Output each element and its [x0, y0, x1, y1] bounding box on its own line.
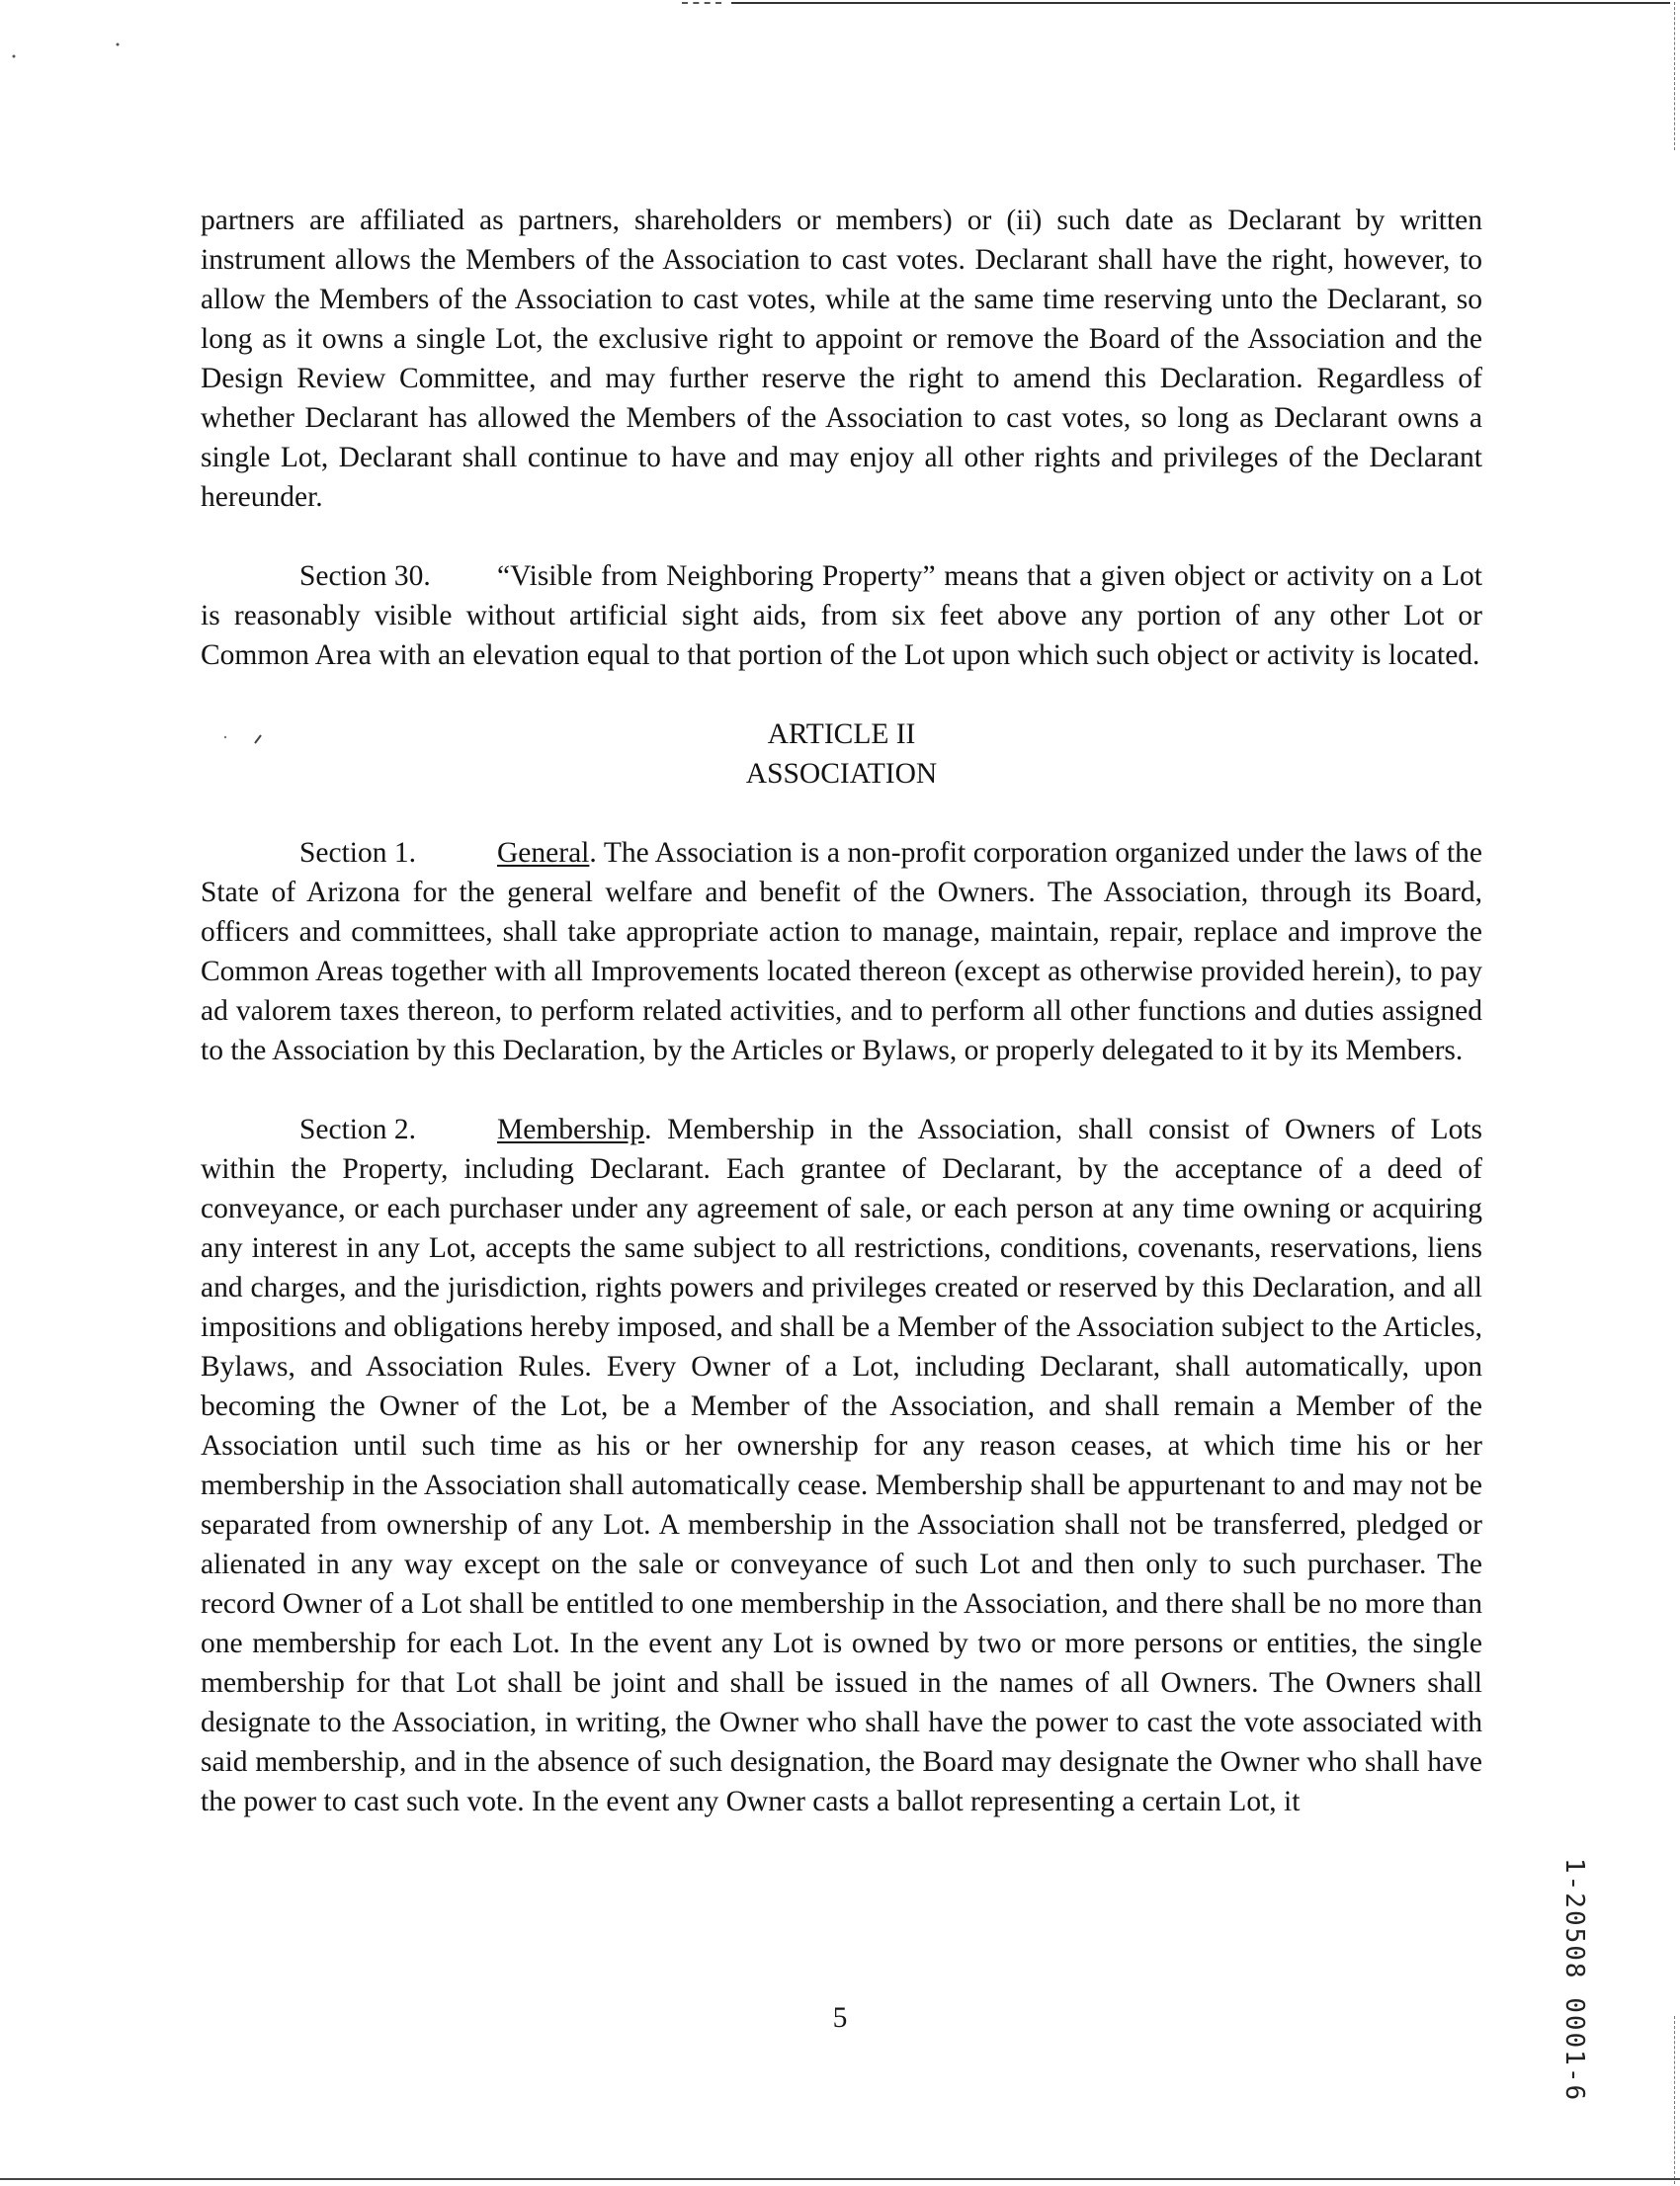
section-2-title: Membership	[497, 1114, 645, 1145]
side-recording-stamp: 1-20508 0001-6	[1559, 1858, 1589, 2103]
section-1-text: The Association is a non-profit corporation organized under the laws of the State of Arizona for the general welfare and benefit of the Owners. The Association, through its Board, officers and committees, shall take appropriate action to manage, maintain, repair, replace and improve the Common Areas together with all Improvements located thereon (except as otherwise provided herein), to pay ad valorem taxes thereon, to perform related activities, and to perform all other functions and duties assigned to the Association by this Declaration, by the Articles or Bylaws, or properly delegated to it by its Members.	[201, 837, 1483, 1066]
section-2-text: Membership in the Association, shall consist of Owners of Lots within the Property, including Declarant. Each grantee of Declarant, by the acceptance of a deed of conveyance, or each purchaser under any agreement of sale, or each person at any time owning or acquiring any interest in any Lot, accepts the same subject to all restrictions, conditions, covenants, reservations, liens and charges, and the jurisdiction, rights powers and privileges created or reserved by this Declaration, and all impositions and obligations hereby imposed, and shall be a Member of the Association subject to the Articles, Bylaws, and Association Rules. Every Owner of a Lot, including Declarant, shall automatically, upon becoming the Owner of the Lot, be a Member of the Association, and shall remain a Member of the Association until such time as his or her ownership for any reason ceases, at which time his or her membership in the Association shall automatically cease. Membership shall be appurtenant to and may not be separated from ownership of any Lot. A membership in the Association shall not be transferred, pledged or alienated in any way except on the sale or conveyance of such Lot and then only to such purchaser. The record Owner of a Lot shall be entitled to one membership in the Association, and there shall be no more than one membership for each Lot. In the event any Lot is owned by two or more persons or entities, the single membership for that Lot shall be joint and shall be issued in the names of all Owners. The Owners shall designate to the Association, in writing, the Owner who shall have the power to cast the vote associated with said membership, and in the absence of such designation, the Board may designate the Owner who shall have the power to cast such vote. In the event any Owner casts a ballot representing a certain Lot, it	[201, 1114, 1482, 1817]
section-2-paragraph: Section 2. Membership. Membership in the Association, shall consist of Owners of Lots within the Property, including Declarant. Each grantee of Declarant, by the acceptance of a deed of conveyance, or each purchaser under any agreement of sale, or each person at any time owning or acquiring any interest in any Lot, accepts the same subject to all restrictions, conditions, covenants, reservations, liens and charges, and the jurisdiction, rights powers and privileges created or reserved by this Declaration, and all impositions and obligations hereby imposed, and shall be a Member of the Association subject to the Articles, Bylaws, and Association Rules. Every Owner of a Lot, including Declarant, shall automatically, upon becoming the Owner of the Lot, be a Member of the Association, and shall remain a Member of the Association until such time as his or her ownership for any reason ceases, at which time his or her membership in the Association shall automatically cease. Membership shall be appurtenant to and may not be separated from ownership of any Lot. A membership in the Association shall not be transferred, pledged or alienated in any way except on the sale or conveyance of such Lot and then only to such purchaser. The record Owner of a Lot shall be entitled to one membership in the Association, and there shall be no more than one membership for each Lot. In the event any Lot is owned by two or more persons or entities, the single membership for that Lot shall be joint and shall be issued in the names of all Owners. The Owners shall designate to the Association, in writing, the Owner who shall have the power to cast the vote associated with said membership, and in the absence of such designation, the Board may designate the Owner who shall have the power to cast such vote. In the event any Owner casts a ballot representing a certain Lot, it	[201, 1110, 1482, 1821]
article-number: ARTICLE II	[767, 718, 916, 750]
section-1-label: Section 1.	[299, 837, 416, 869]
section-30-paragraph	[201, 556, 1482, 675]
article-heading	[201, 715, 1482, 794]
article-title: ASSOCIATION	[745, 758, 938, 790]
continuation-paragraph: partners are affiliated as partners, shareholders or members) or (ii) such date as Declarant by written instrument allows the Members of the Association to cast votes. Declarant shall have the right, however, to allow the Members of the Association to cast votes, while at the same time reserving unto the Declarant, so long as it owns a single Lot, the exclusive right to appoint or remove the Board of the Association and the Design Review Committee, and may further reserve the right to amend this Declaration. Regardless of whether Declarant has allowed the Members of the Association to cast votes, so long as Declarant owns a single Lot, Declarant shall continue to have and may enjoy all other rights and privileges of the Declarant hereunder.	[201, 205, 1482, 513]
section-30-label: Section 30.	[299, 560, 431, 592]
page-number: 5	[832, 2002, 848, 2034]
section-30-text: “Visible from Neighboring Property” means that a given object or activity on a Lot is reasonably visible without artificial sight aids, from six feet above any portion of any other Lot or Common Area with an elevation equal to that portion of the Lot upon which such object or activity is located.	[201, 560, 1482, 671]
section-1-title: General	[497, 837, 590, 869]
section-2-label: Section 2.	[299, 1114, 416, 1145]
section-1-paragraph: Section 1. General. The Association is a non-profit corporation organized under the laws of the State of Arizona for the general welfare and benefit of the Owners. The Association, through its Board, officers and committees, shall take appropriate action to manage, maintain, repair, replace and improve the Common Areas together with all Improvements located thereon (except as otherwise provided herein), to pay ad valorem taxes thereon, to perform related activities, and to perform all other functions and duties assigned to the Association by this Declaration, by the Articles or Bylaws, or properly delegated to it by its Members.	[201, 833, 1482, 1070]
document-body	[201, 201, 1482, 1821]
